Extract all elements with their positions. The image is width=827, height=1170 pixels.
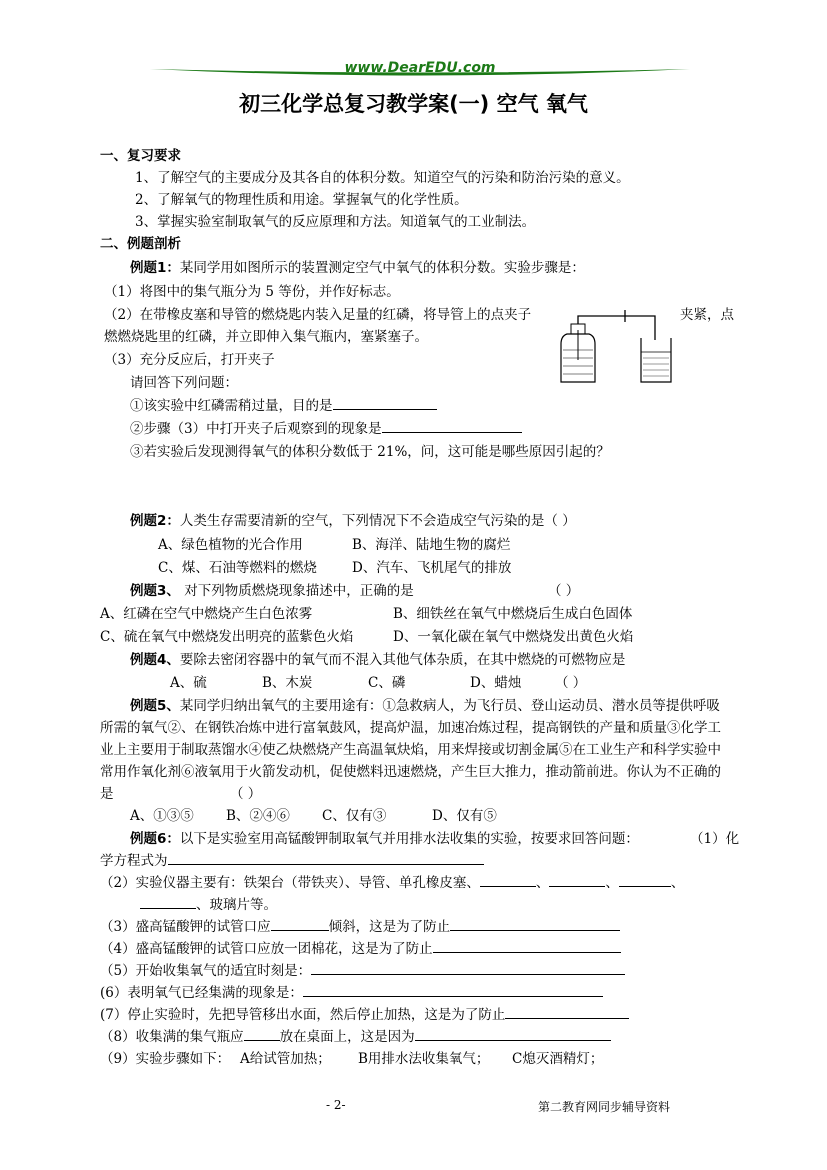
requirement-item: 2、了解氧气的物理性质和用途。掌握氧气的化学性质。 [135,192,468,208]
option-b: B、木炭 [262,675,313,691]
example-6-question-3: （3）盛高锰酸钾的试管口应 倾斜，这是为了防止 [100,917,620,937]
example-1-step-3: （3）充分反应后，打开夹子 [104,352,275,368]
answer-blank [271,917,329,931]
example-6-stem: 例题6：以下是实验室用高锰酸钾制取氧气并用排水法收集的实验，按要求回答问题： [130,831,639,847]
example-5-line-4: 常用作氧化剂⑥液氧用于火箭发动机，促使燃料迅速燃烧，产生巨大推力，推动箭前进。你认为不正确的 [100,764,721,780]
example-1-stem [130,258,585,278]
example-5-answer-paren: （ ） [230,786,262,802]
example-1-text: 某同学用如图所示的装置测定空气中氧气的体积分数。实验步骤是： [179,260,585,276]
example-2-label: 例题2： [130,513,180,529]
option-b: B、海洋、陆地生物的腐烂 [352,537,511,553]
footer-source: 第二教育网同步辅导资料 [538,1100,671,1114]
example-1-question-3: ③若实验后发现测得氧气的体积分数低于 21%，问，这可能是哪些原因引起的？ [130,444,610,460]
answer-blank [244,1027,280,1041]
example-4-label: 例题4、 [130,652,180,668]
example-6-question-9: （9）实验步骤如下： [100,1051,231,1067]
example-5-line-2: 所需的氧气②、在钢铁冶炼中进行富氧鼓风，提高炉温，加速冶炼过程，提高钢铁的产量和质量③化学工 [100,720,721,736]
section-heading-requirements: 一、复习要求 [100,148,181,164]
option-c: C、仅有③ [322,808,387,824]
answer-blank [505,1005,629,1019]
example-6-question-1: 学方程式为 [100,851,484,871]
answer-blank [140,895,196,909]
option-d: D、蜡烛 [470,675,522,691]
example-5-line-1: 例题5、某同学归纳出氧气的主要用途有：①急救病人，为飞行员、登山运动员、潜水员等提供呼吸 [130,698,720,714]
site-url: www.DearEDU.com [344,60,496,76]
option-a: A、硫 [170,675,207,691]
site-banner [150,58,690,84]
oxygen-measurement-apparatus-figure [555,290,673,388]
example-6-question-6: (6）表明氧气已经集满的现象是： [100,983,603,1003]
answer-blank [619,873,671,887]
option-c: C、磷 [368,675,406,691]
option-d: D、汽车、飞机尾气的排放 [352,560,512,576]
step-c: C熄灭酒精灯； [512,1051,604,1067]
example-6-question-4: （4）盛高锰酸钾的试管口应放一团棉花，这是为了防止 [100,939,621,959]
example-1-question-1: ①该实验中红磷需稍过量，目的是 [130,396,437,416]
option-b: B、②④⑥ [226,808,290,824]
option-c: C、煤、石油等燃料的燃烧 [158,560,317,576]
example-6-question-7: (7）停止实验时，先把导管移出水面，然后停止加热，这是为了防止 [100,1005,629,1025]
answer-blank [303,983,603,997]
step-b: B用排水法收集氧气； [358,1051,490,1067]
answer-blank [382,419,522,433]
requirement-item: 1、了解空气的主要成分及其各自的体积分数。知道空气的污染和防治污染的意义。 [135,170,630,186]
example-4-stem: 例题4、要除去密闭容器中的氧气而不混入其他气体杂质，在其中燃烧的可燃物应是 [130,652,626,668]
option-c: C、硫在氧气中燃烧发出明亮的蓝紫色火焰 [100,629,354,645]
answer-blank [450,917,620,931]
answer-blank [549,873,605,887]
answer-blank [311,961,625,975]
option-a: A、①③⑤ [130,808,194,824]
answer-blank [480,873,536,887]
example-1-label: 例题1： [130,260,180,276]
example-3-label: 例题3、 [130,583,180,599]
example-3-answer-paren: （ ） [548,583,580,599]
answer-blank [433,939,621,953]
answer-blank [168,851,484,865]
example-6-question-2: （2）实验仪器主要有：铁架台（带铁夹）、导管、单孔橡皮塞、 、 、 、 [100,875,685,891]
example-6-label: 例题6： [130,831,180,847]
example-1-question-2: ②步骤（3）中打开夹子后观察到的现象是 [130,419,522,439]
option-b: B、细铁丝在氧气中燃烧后生成白色固体 [393,606,633,622]
example-2-stem: 例题2：人类生存需要清新的空气，下列情况下不会造成空气污染的是（ ） [130,513,576,529]
option-a: A、绿色植物的光合作用 [158,537,303,553]
example-6-question-8: （8）收集满的集气瓶应 放在桌面上，这是因为 [100,1027,611,1047]
example-1-step-2: （2）在带橡皮塞和导管的燃烧匙内装入足量的红磷，将导管上的点夹子 [104,307,532,323]
section-heading-examples: 二、例题剖析 [100,236,181,252]
example-1-step-1: （1）将图中的集气瓶分为 5 等份，并作好标志。 [104,284,400,300]
example-3-stem: 例题3、 对下列物质燃烧现象描述中，正确的是 [130,583,414,599]
example-4-answer-paren: （ ） [555,675,587,691]
example-5-label: 例题5、 [130,698,180,714]
option-d: D、一氧化碳在氧气中燃烧发出黄色火焰 [393,629,634,645]
example-1-step-2-cont: 夹紧，点 [680,307,734,323]
answer-blank [415,1027,611,1041]
example-6-question-2-cont: 、玻璃片等。 [140,895,277,915]
page-title: 初三化学总复习教学案(一) 空气 氧气 [239,92,588,116]
page-number: - 2- [326,1098,346,1112]
option-d: D、仅有⑤ [432,808,497,824]
example-6-question-5: （5）开始收集氧气的适宜时刻是： [100,961,625,981]
example-1-ask: 请回答下列问题： [130,375,238,391]
example-1-step-2-line2: 燃燃烧匙里的红磷，并立即伸入集气瓶内，塞紧塞子。 [104,329,428,345]
answer-blank [333,396,437,410]
example-6-question-1-start: （1）化 [690,831,740,847]
option-a: A、红磷在空气中燃烧产生白色浓雾 [100,606,313,622]
example-5-line-3: 业上主要用于制取蒸馏水④使乙炔燃烧产生高温氧炔焰，用来焊接或切割金属⑤在工业生产和科学实验中 [100,742,721,758]
example-5-line-5: 是 [100,786,114,802]
step-a: A给试管加热； [240,1051,331,1067]
requirement-item: 3、掌握实验室制取氧气的反应原理和方法。知道氧气的工业制法。 [135,214,536,230]
